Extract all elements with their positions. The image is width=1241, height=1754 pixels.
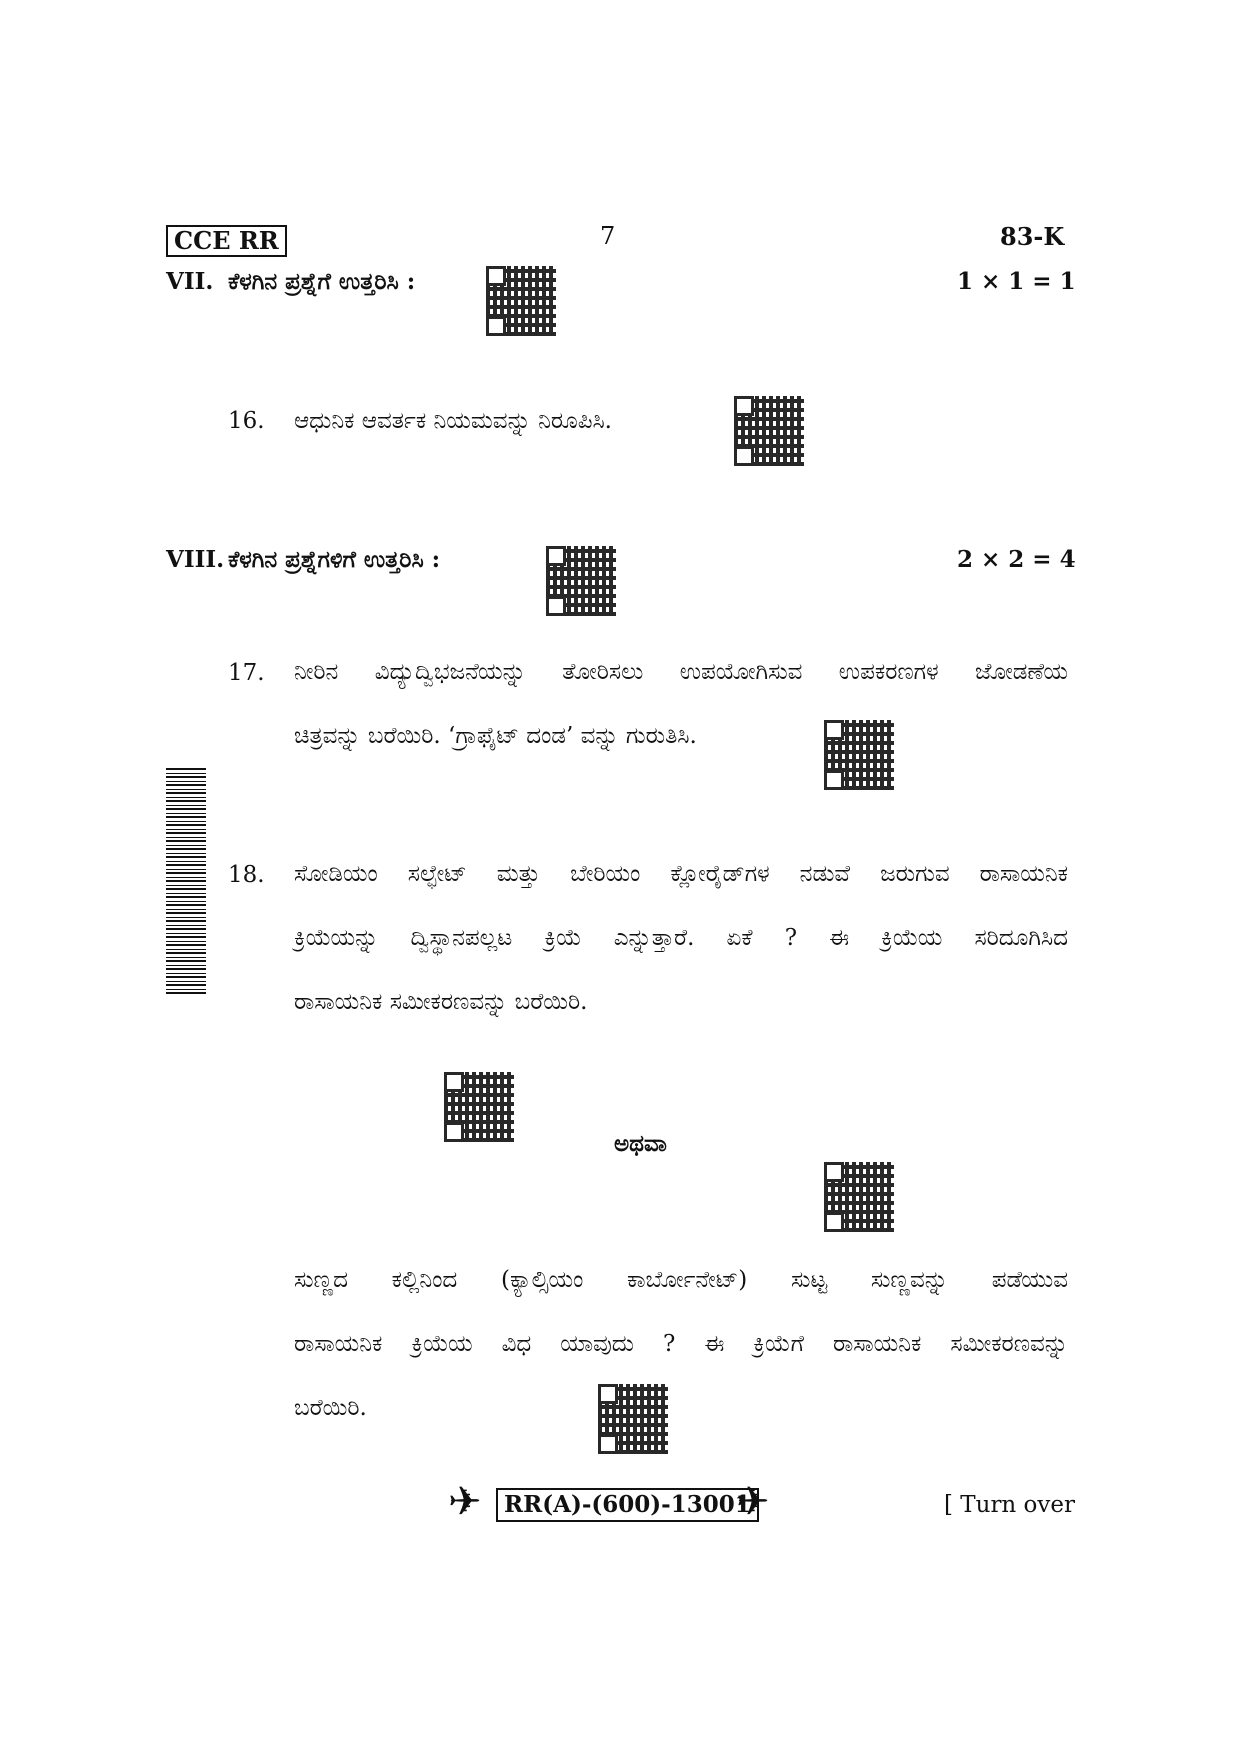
turn-over: [ Turn over [944,1492,1076,1518]
question-18-text [294,842,1068,1034]
qr-code-icon [824,720,894,790]
question-17-line-2: ಚಿತ್ರವನ್ನು ಬರೆಯಿರಿ. ‘ಗ್ರಾಫೈಟ್ ದಂಡ’ ವನ್ನು ಗುರುತಿಸಿ. [294,723,697,749]
question-18-line-2: ಕ್ರಿಯೆಯನ್ನು ದ್ವಿಸ್ಥಾನಪಲ್ಲಟ ಕ್ರಿಯೆ ಎನ್ನುತ್ತಾರೆ. ಏಕೆ ? ಈ ಕ್ರಿಯೆಯ ಸರಿದೂಗಿಸಿದ [294,925,1068,951]
question-16-number: 16. [228,408,265,434]
question-18-alt-text [294,1248,1068,1440]
paper-code: 83-K [1000,222,1065,251]
or-label: ಅಥವಾ [614,1130,667,1157]
section-vii-marks: 1 × 1 = 1 [957,268,1076,295]
section-vii-numeral: VII. [166,268,214,295]
airplane-left-icon: ✈ [448,1479,482,1525]
question-18-number: 18. [228,862,265,888]
section-viii-numeral: VIII. [166,546,225,573]
question-17-line-1: ನೀರಿನ ವಿದ್ಯುದ್ವಿಭಜನೆಯನ್ನು ತೋರಿಸಲು ಉಪಯೋಗಿಸುವ ಉಪಕರಣಗಳ ಜೋಡಣೆಯ [294,659,1068,685]
question-16-text: ಆಧುನಿಕ ಆವರ್ತಕ ನಿಯಮವನ್ನು ನಿರೂಪಿಸಿ. [294,408,612,434]
question-18-alt-line-2: ರಾಸಾಯನಿಕ ಕ್ರಿಯೆಯ ವಿಧ ಯಾವುದು ? ಈ ಕ್ರಿಯೆಗೆ ರಾಸಾಯನಿಕ ಸಮೀಕರಣವನ್ನು [294,1331,1068,1357]
question-17-number: 17. [228,660,265,686]
section-vii-instruction: ಕೆಳಗಿನ ಪ್ರಶ್ನೆಗೆ ಉತ್ತರಿಸಿ : [228,268,416,295]
question-18-alt-line-1: ಸುಣ್ಣದ ಕಲ್ಲಿನಿಂದ (ಕ್ಯಾಲ್ಸಿಯಂ ಕಾರ್ಬೋನೇಟ್) ಸುಟ್ಟ ಸುಣ್ಣವನ್ನು ಪಡೆಯುವ [294,1267,1068,1293]
question-18-line-1: ಸೋಡಿಯಂ ಸಲ್ಫೇಟ್ ಮತ್ತು ಬೇರಿಯಂ ಕ್ಲೋರೈಡ್‌ಗಳ ನಡುವೆ ಜರುಗುವ ರಾಸಾಯನಿಕ [294,861,1068,887]
qr-code-icon [486,266,556,336]
footer-code: RR(A)-(600)-13001 [496,1488,759,1522]
barcode-icon [166,768,206,994]
question-18-alt-line-3: ಬರೆಯಿರಿ. [294,1395,367,1421]
qr-code-icon [734,396,804,466]
airplane-right-icon: ✈ [736,1479,770,1525]
question-18-line-3: ರಾಸಾಯನಿಕ ಸಮೀಕರಣವನ್ನು ಬರೆಯಿರಿ. [294,989,588,1015]
page-number: 7 [600,222,616,250]
question-17-text [294,640,1068,768]
qr-code-icon [444,1072,514,1142]
qr-code-icon [546,546,616,616]
qr-code-icon [598,1384,668,1454]
section-viii-instruction: ಕೆಳಗಿನ ಪ್ರಶ್ನೆಗಳಿಗೆ ಉತ್ತರಿಸಿ : [228,546,441,573]
code-box: CCE RR [166,225,287,257]
section-viii-marks: 2 × 2 = 4 [957,546,1076,573]
qr-code-icon [824,1162,894,1232]
